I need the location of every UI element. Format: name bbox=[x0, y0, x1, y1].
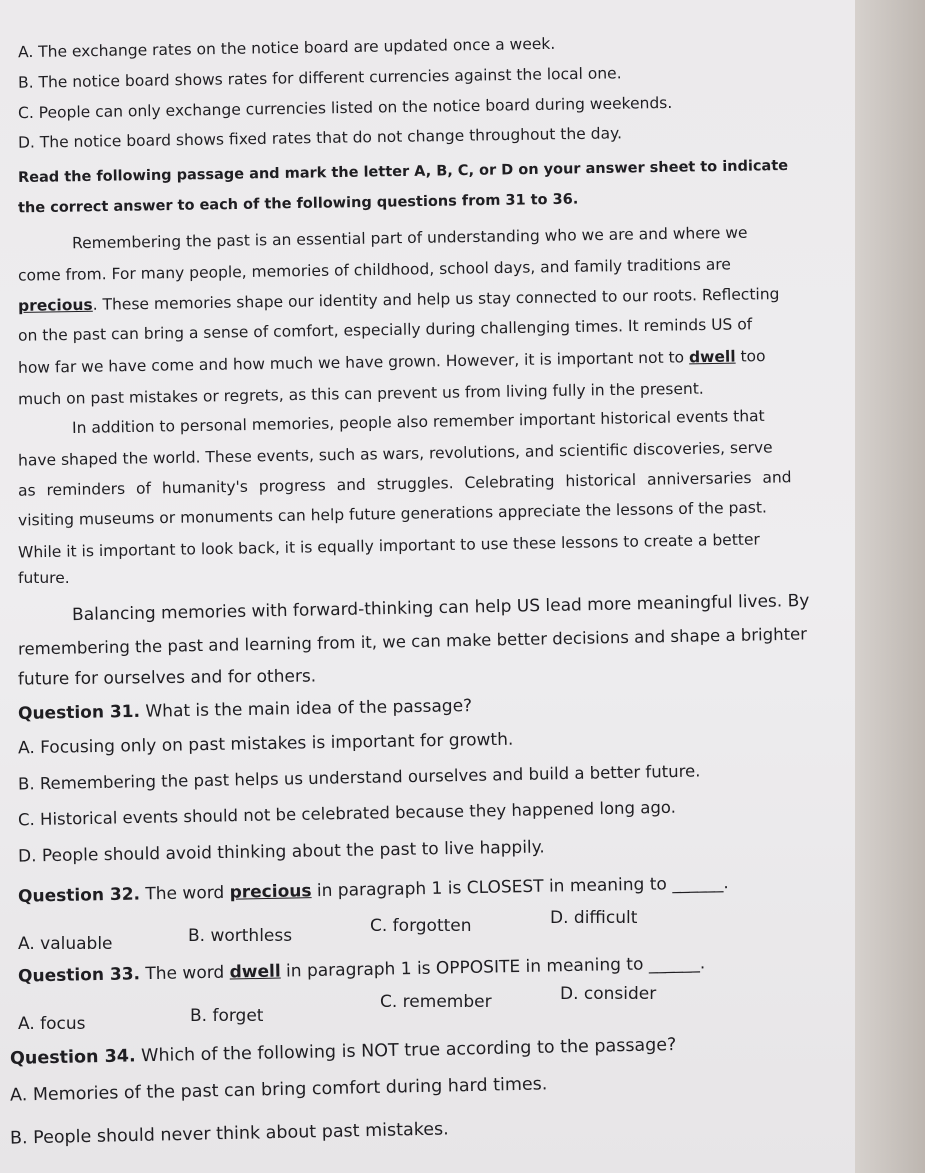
underlined-word-precious: precious bbox=[229, 881, 312, 903]
passage-p1-line-6: much on past mistakes or regrets, as this can prevent us from living fully in the present. bbox=[17, 379, 704, 409]
prev-option-a: A. The exchange rates on the notice board are updated once a week. bbox=[17, 34, 556, 62]
underlined-word-dwell: dwell bbox=[229, 961, 281, 983]
passage-p2-line-3: as reminders of humanity's progress and struggles. Celebrating historical anniversaries and bbox=[17, 468, 792, 500]
passage-p3-line-1: Balancing memories with forward-thinking can help US lead more meaningful lives. By bbox=[71, 590, 810, 626]
q32-option-b: B. worthless bbox=[188, 926, 293, 946]
q31-option-b: B. Remembering the past helps us understand ourselves and build a better future. bbox=[17, 761, 701, 794]
instruction-line-2: the correct answer to each of the following questions from 31 to 36. bbox=[17, 191, 579, 217]
q34-option-b: B. People should never think about past mistakes. bbox=[9, 1119, 449, 1149]
passage-p2-line-2: have shaped the world. These events, such as wars, revolutions, and scientific discoveries, serve bbox=[17, 438, 773, 470]
passage-text: how far we have come and how much we have grown. However, it is important not to bbox=[17, 348, 690, 377]
q33-option-b: B. forget bbox=[190, 1006, 264, 1026]
passage-p2-line-1: In addition to personal memories, people also remember important historical events that bbox=[71, 406, 765, 438]
question-32-text: The word bbox=[139, 882, 230, 905]
passage-p1-line-4: on the past can bring a sense of comfort, especially during challenging times. It reminds US of bbox=[17, 315, 753, 345]
question-34-label: Question 34. bbox=[9, 1046, 136, 1069]
q33-option-c: C. remember bbox=[380, 992, 492, 1012]
passage-text: too bbox=[735, 347, 766, 366]
question-31-text: What is the main idea of the passage? bbox=[139, 696, 473, 722]
question-33-text: The word bbox=[139, 962, 230, 985]
passage-p2-line-6: future. bbox=[18, 569, 70, 587]
underlined-word-dwell: dwell bbox=[688, 347, 736, 367]
question-31-label: Question 31. bbox=[17, 701, 141, 724]
passage-p3-line-3: future for ourselves and for others. bbox=[17, 666, 317, 690]
q32-option-d: D. difficult bbox=[550, 908, 638, 928]
q32-option-a: A. valuable bbox=[18, 934, 113, 954]
prev-option-d: D. The notice board shows fixed rates that do not change throughout the day. bbox=[17, 124, 623, 152]
q31-option-c: C. Historical events should not be celebrated because they happened long ago. bbox=[17, 797, 677, 830]
question-32-text: in paragraph 1 is CLOSEST in meaning to ______. bbox=[311, 873, 729, 902]
question-33-text: in paragraph 1 is OPPOSITE in meaning to ______. bbox=[280, 953, 706, 982]
q34-option-a: A. Memories of the past can bring comfort during hard times. bbox=[9, 1074, 548, 1106]
q31-option-a: A. Focusing only on past mistakes is important for growth. bbox=[17, 729, 514, 759]
q33-option-d: D. consider bbox=[560, 984, 657, 1004]
q32-option-c: C. forgotten bbox=[370, 916, 472, 936]
question-34-text: Which of the following is NOT true according to the passage? bbox=[135, 1035, 677, 1067]
background-fabric bbox=[855, 0, 925, 1173]
q33-option-a: A. focus bbox=[18, 1014, 86, 1034]
passage-p1-line-2: come from. For many people, memories of childhood, school days, and family traditions are bbox=[17, 255, 732, 285]
passage-p1-line-1: Remembering the past is an essential part of understanding who we are and where we bbox=[71, 223, 748, 253]
underlined-word-precious: precious bbox=[17, 295, 93, 315]
passage-text: . These memories shape our identity and help us stay connected to our roots. Reflecting bbox=[92, 285, 780, 314]
passage-p3-line-2: remembering the past and learning from it, we can make better decisions and shape a brighter bbox=[17, 624, 808, 659]
question-33-label: Question 33. bbox=[17, 964, 141, 987]
q31-option-d: D. People should avoid thinking about the past to live happily. bbox=[17, 837, 545, 867]
instruction-line-1: Read the following passage and mark the letter A, B, C, or D on your answer sheet to indicate bbox=[17, 157, 789, 187]
prev-option-b: B. The notice board shows rates for different currencies against the local one. bbox=[17, 64, 622, 92]
passage-p2-line-4: visiting museums or monuments can help future generations appreciate the lessons of the past. bbox=[17, 498, 768, 530]
passage-p2-line-5: While it is important to look back, it is equally important to use these lessons to create a better bbox=[17, 530, 760, 562]
prev-option-c: C. People can only exchange currencies listed on the notice board during weekends. bbox=[17, 93, 673, 123]
question-32-label: Question 32. bbox=[17, 884, 141, 907]
